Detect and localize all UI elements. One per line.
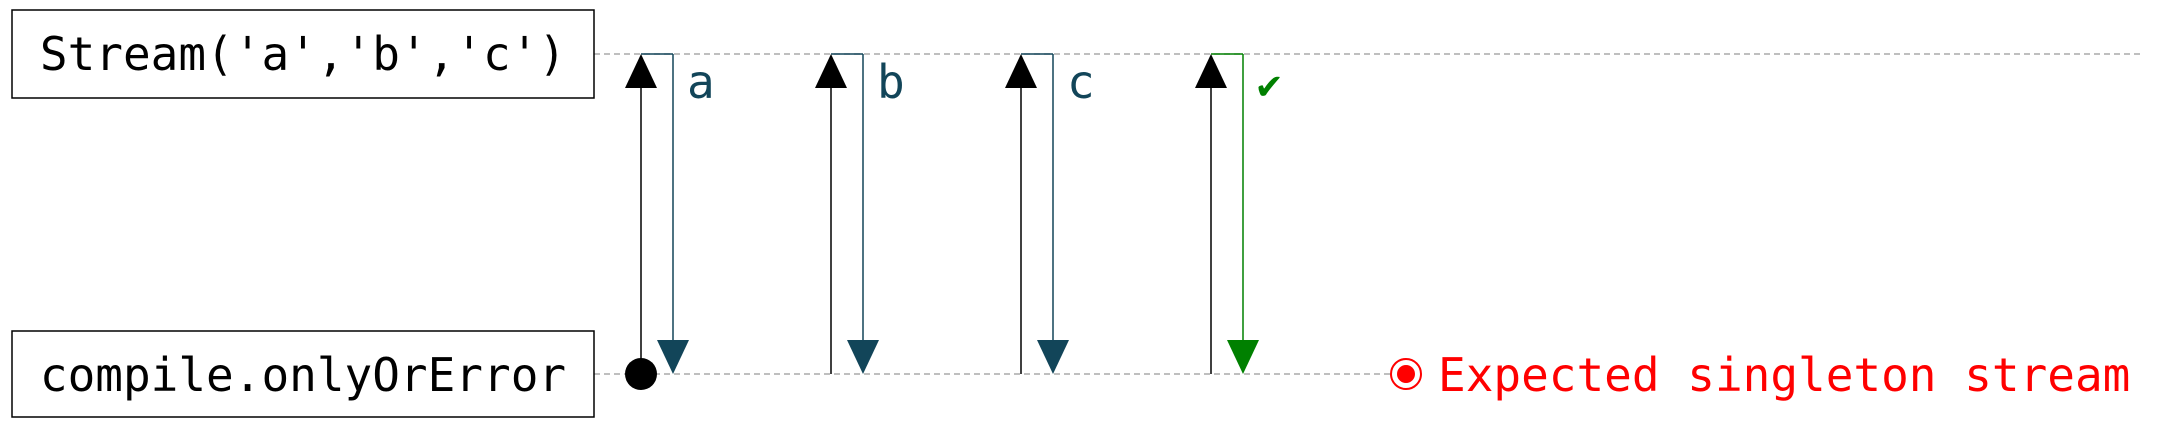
pull-arrowhead-icon [815, 54, 847, 88]
event-1 [815, 54, 905, 374]
emit-arrowhead-icon [847, 340, 879, 374]
emit-label: a [687, 55, 715, 109]
pull-arrowhead-icon [1005, 54, 1037, 88]
emit-arrowhead-icon [1227, 340, 1259, 374]
upstream-box [12, 10, 594, 98]
downstream-label: compile.onlyOrError [39, 348, 567, 402]
event-0 [625, 54, 715, 374]
upstream-label: Stream('a','b','c') [39, 27, 567, 81]
downstream-box [12, 331, 594, 417]
emit-arrowhead-icon [657, 340, 689, 374]
emit-arrowhead-icon [1037, 340, 1069, 374]
pull-start-dot-icon [625, 358, 657, 390]
event-arrows [625, 54, 1281, 374]
error-message: Expected singleton stream [1438, 348, 2131, 402]
pull-arrowhead-icon [1195, 54, 1227, 88]
error-circle-icon [1391, 359, 1421, 389]
emit-label: c [1067, 55, 1095, 109]
event-2 [1005, 54, 1095, 374]
pull-arrowhead-icon [625, 54, 657, 88]
emit-label: b [877, 55, 905, 109]
completion-check-icon: ✔ [1257, 62, 1282, 108]
event-3 [1195, 54, 1281, 374]
error-result [1391, 348, 2130, 402]
